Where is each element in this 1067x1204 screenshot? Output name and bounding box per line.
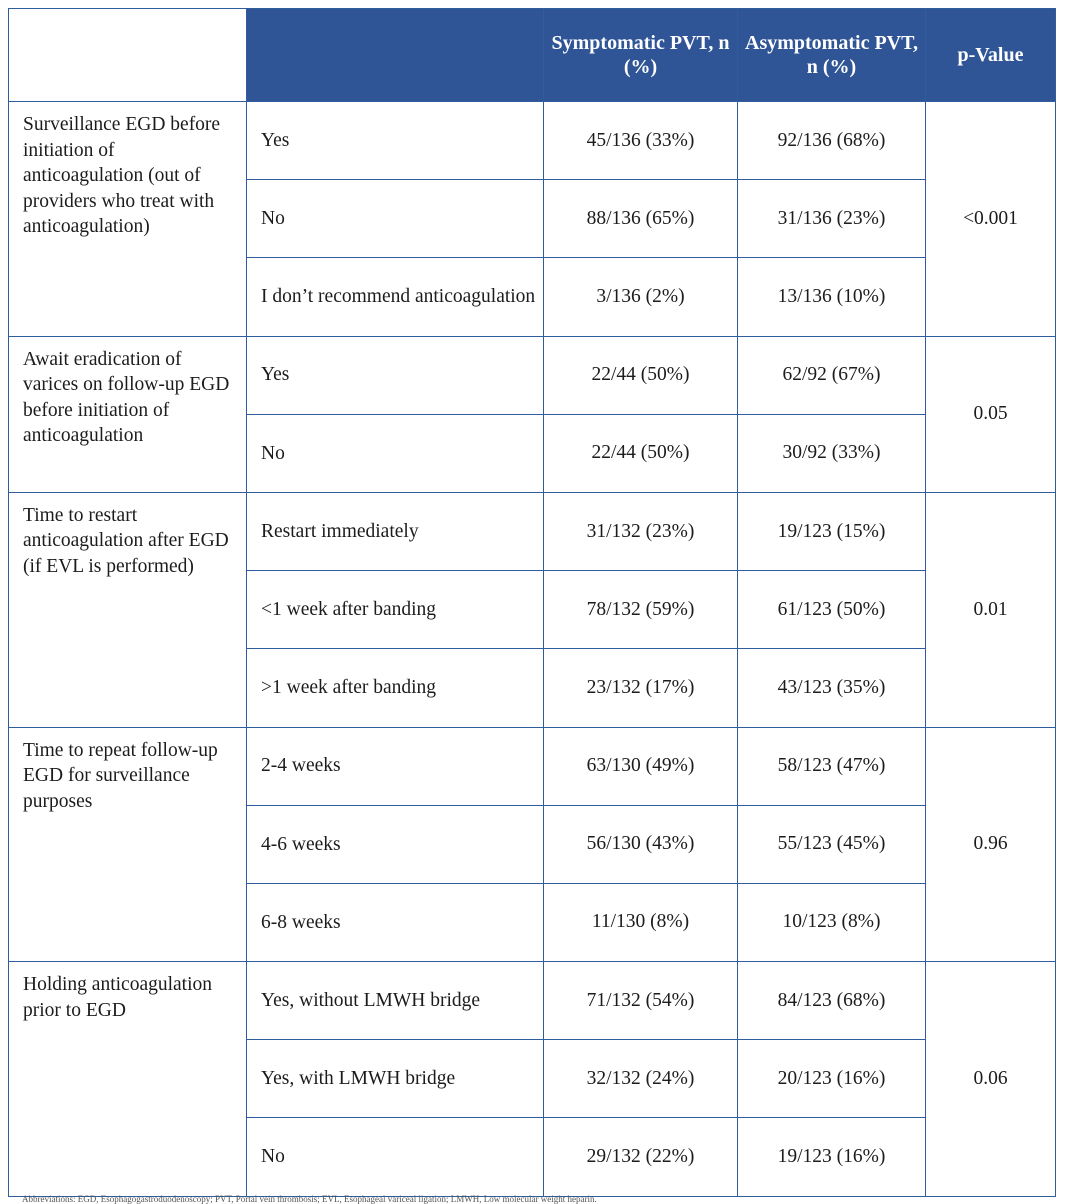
header-asymptomatic: Asymptomatic PVT, n (%) bbox=[738, 9, 926, 102]
answer-cell: Yes bbox=[247, 336, 544, 414]
asymptomatic-cell: 13/136 (10%) bbox=[738, 258, 926, 336]
asymptomatic-cell: 19/123 (16%) bbox=[738, 1118, 926, 1196]
symptomatic-cell: 78/132 (59%) bbox=[544, 571, 738, 649]
asymptomatic-cell: 30/92 (33%) bbox=[738, 414, 926, 492]
symptomatic-cell: 88/136 (65%) bbox=[544, 180, 738, 258]
symptomatic-cell: 32/132 (24%) bbox=[544, 1040, 738, 1118]
symptomatic-cell: 22/44 (50%) bbox=[544, 336, 738, 414]
asymptomatic-cell: 58/123 (47%) bbox=[738, 727, 926, 805]
p-value-cell: 0.01 bbox=[926, 492, 1056, 727]
symptomatic-cell: 3/136 (2%) bbox=[544, 258, 738, 336]
symptomatic-cell: 29/132 (22%) bbox=[544, 1118, 738, 1196]
asymptomatic-cell: 10/123 (8%) bbox=[738, 883, 926, 961]
answer-cell: No bbox=[247, 414, 544, 492]
header-p-value: p-Value bbox=[926, 9, 1056, 102]
asymptomatic-cell: 31/136 (23%) bbox=[738, 180, 926, 258]
question-cell: Surveillance EGD before initiation of anticoagulation (out of providers who treat with anticoagulation) bbox=[9, 102, 247, 337]
symptomatic-cell: 11/130 (8%) bbox=[544, 883, 738, 961]
answer-cell: I don’t recommend anticoagulation bbox=[247, 258, 544, 336]
asymptomatic-cell: 61/123 (50%) bbox=[738, 571, 926, 649]
header-answer bbox=[247, 9, 544, 102]
symptomatic-cell: 45/136 (33%) bbox=[544, 102, 738, 180]
answer-cell: <1 week after banding bbox=[247, 571, 544, 649]
symptomatic-cell: 31/132 (23%) bbox=[544, 492, 738, 570]
table-row bbox=[9, 727, 1056, 805]
asymptomatic-cell: 55/123 (45%) bbox=[738, 805, 926, 883]
symptomatic-cell: 56/130 (43%) bbox=[544, 805, 738, 883]
p-value-cell: 0.96 bbox=[926, 727, 1056, 962]
asymptomatic-cell: 20/123 (16%) bbox=[738, 1040, 926, 1118]
answer-cell: Restart immediately bbox=[247, 492, 544, 570]
question-cell: Await eradication of varices on follow-up EGD before initiation of anticoagulation bbox=[9, 336, 247, 492]
asymptomatic-cell: 92/136 (68%) bbox=[738, 102, 926, 180]
answer-cell: 2-4 weeks bbox=[247, 727, 544, 805]
asymptomatic-cell: 19/123 (15%) bbox=[738, 492, 926, 570]
header-question bbox=[9, 9, 247, 102]
header-row bbox=[9, 9, 1056, 102]
table-body bbox=[9, 102, 1056, 1197]
answer-cell: Yes, without LMWH bridge bbox=[247, 962, 544, 1040]
question-cell: Time to repeat follow-up EGD for surveillance purposes bbox=[9, 727, 247, 962]
answer-cell: 4-6 weeks bbox=[247, 805, 544, 883]
question-cell: Time to restart anticoagulation after EGD (if EVL is performed) bbox=[9, 492, 247, 727]
symptomatic-cell: 63/130 (49%) bbox=[544, 727, 738, 805]
footnote: Abbreviations: EGD, Esophagogastroduodenoscopy; PVT, Portal vein thrombosis; EVL, Esophageal variceal ligation; LMWH, Low molecular weight heparin. bbox=[22, 1194, 597, 1204]
results-table bbox=[8, 8, 1056, 1197]
table-row bbox=[9, 962, 1056, 1040]
answer-cell: Yes bbox=[247, 102, 544, 180]
symptomatic-cell: 71/132 (54%) bbox=[544, 962, 738, 1040]
symptomatic-cell: 22/44 (50%) bbox=[544, 414, 738, 492]
p-value-cell: <0.001 bbox=[926, 102, 1056, 337]
p-value-cell: 0.05 bbox=[926, 336, 1056, 492]
asymptomatic-cell: 62/92 (67%) bbox=[738, 336, 926, 414]
table-row bbox=[9, 102, 1056, 180]
table-row bbox=[9, 492, 1056, 570]
answer-cell: No bbox=[247, 180, 544, 258]
question-cell: Holding anticoagulation prior to EGD bbox=[9, 962, 247, 1197]
asymptomatic-cell: 84/123 (68%) bbox=[738, 962, 926, 1040]
asymptomatic-cell: 43/123 (35%) bbox=[738, 649, 926, 727]
header-symptomatic: Symptomatic PVT, n (%) bbox=[544, 9, 738, 102]
table-row bbox=[9, 336, 1056, 414]
p-value-cell: 0.06 bbox=[926, 962, 1056, 1197]
answer-cell: No bbox=[247, 1118, 544, 1196]
symptomatic-cell: 23/132 (17%) bbox=[544, 649, 738, 727]
answer-cell: >1 week after banding bbox=[247, 649, 544, 727]
answer-cell: Yes, with LMWH bridge bbox=[247, 1040, 544, 1118]
answer-cell: 6-8 weeks bbox=[247, 883, 544, 961]
